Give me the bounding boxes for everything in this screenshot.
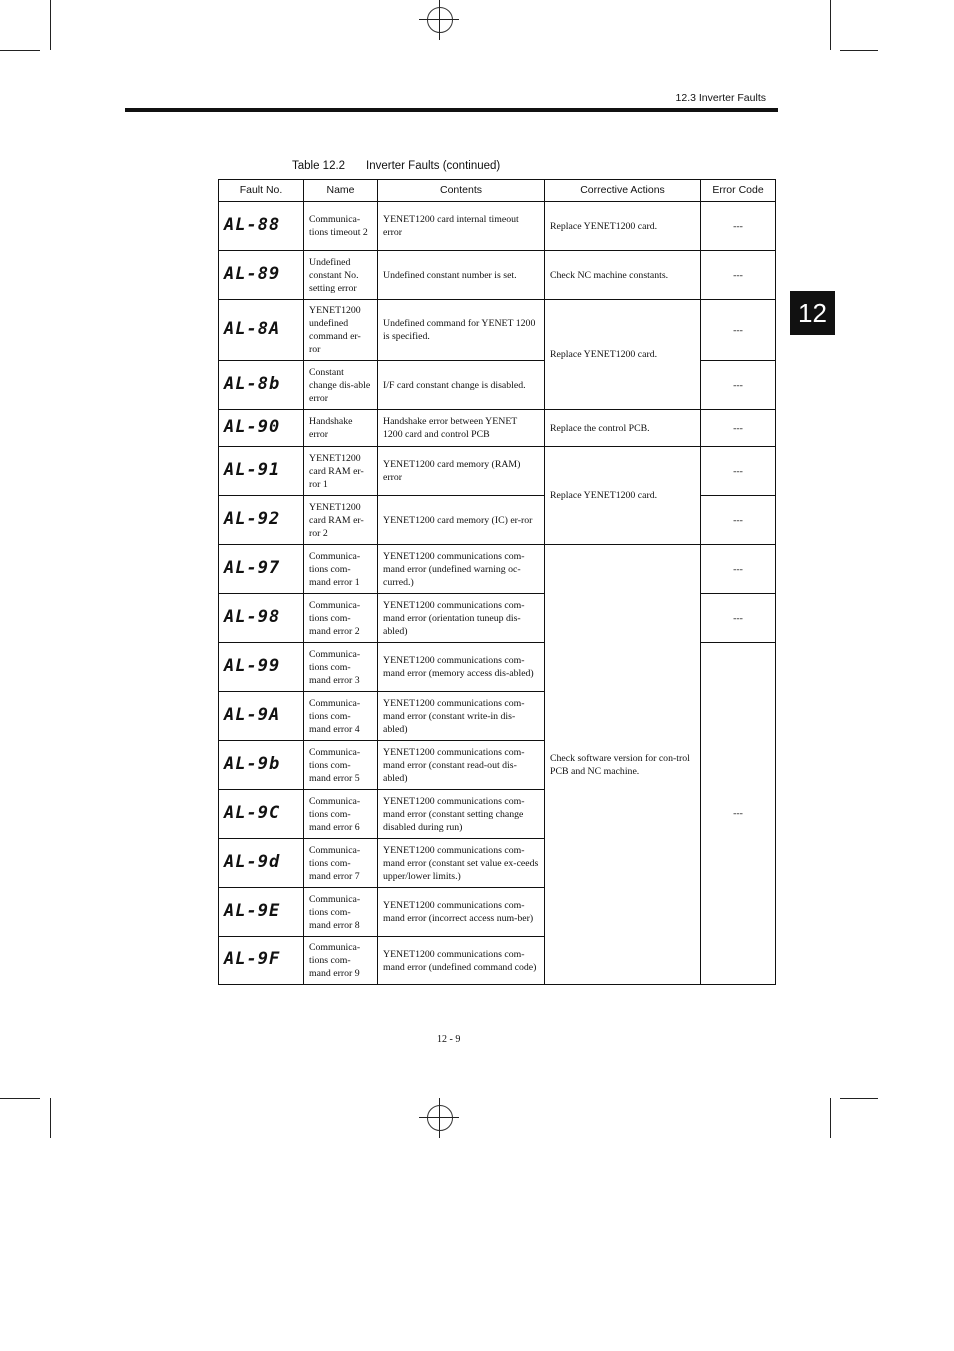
fault-contents: YENET1200 communications com-mand error (orientation tuneup dis-abled)	[378, 594, 545, 643]
fault-contents: YENET1200 communications com-mand error (undefined warning oc-curred.)	[378, 545, 545, 594]
error-code: ---	[701, 545, 776, 594]
corrective-action: Replace YENET1200 card.	[545, 202, 701, 251]
table-row	[219, 545, 776, 594]
column-header: Error Code	[701, 180, 776, 202]
corrective-action: Replace the control PCB.	[545, 410, 701, 447]
fault-name: Communica-tions com-mand error 3	[304, 643, 378, 692]
inverter-faults-table	[218, 179, 776, 985]
fault-code-display: AL-89	[224, 263, 281, 284]
column-header: Fault No.	[219, 180, 304, 202]
chapter-tab: 12	[790, 291, 835, 335]
table-row	[219, 447, 776, 496]
table-title: Inverter Faults (continued)	[366, 160, 501, 172]
error-code: ---	[701, 361, 776, 410]
fault-code-display: AL-88	[224, 214, 281, 235]
fault-name: YENET1200 undefined command er-ror	[304, 300, 378, 361]
registration-mark-icon	[427, 7, 453, 33]
crop-mark	[830, 0, 831, 50]
fault-code-display: AL-9A	[224, 704, 281, 725]
fault-name: Constant change dis-able error	[304, 361, 378, 410]
fault-contents: YENET1200 card internal timeout error	[378, 202, 545, 251]
fault-name: Communica-tions com-mand error 5	[304, 741, 378, 790]
fault-contents: YENET1200 communications com-mand error (constant write-in dis-abled)	[378, 692, 545, 741]
error-code: ---	[701, 447, 776, 496]
fault-name: Communica-tions timeout 2	[304, 202, 378, 251]
crop-mark	[840, 50, 878, 51]
fault-code-display: AL-9b	[224, 753, 281, 774]
error-code: ---	[701, 594, 776, 643]
fault-contents: Undefined constant number is set.	[378, 251, 545, 300]
fault-name: Undefined constant No. setting error	[304, 251, 378, 300]
corrective-action: Replace YENET1200 card.	[545, 300, 701, 410]
page-number: 12 - 9	[437, 1034, 461, 1045]
fault-code-display: AL-9d	[224, 851, 281, 872]
table-header-row	[219, 180, 776, 202]
fault-name: YENET1200 card RAM er-ror 2	[304, 496, 378, 545]
fault-code-display: AL-90	[224, 416, 281, 437]
registration-mark-icon	[427, 1105, 453, 1131]
fault-contents: Handshake error between YENET 1200 card and control PCB	[378, 410, 545, 447]
fault-code-display: AL-92	[224, 508, 281, 529]
error-code: ---	[701, 410, 776, 447]
table-row	[219, 202, 776, 251]
fault-contents: YENET1200 communications com-mand error (constant read-out dis-abled)	[378, 741, 545, 790]
fault-name: Communica-tions com-mand error 2	[304, 594, 378, 643]
header-rule	[125, 108, 778, 112]
crop-mark	[830, 1098, 831, 1138]
crop-mark	[50, 0, 51, 50]
error-code: ---	[701, 251, 776, 300]
column-header: Name	[304, 180, 378, 202]
error-code: ---	[701, 300, 776, 361]
registration-mark-icon	[439, 0, 440, 40]
fault-name: Communica-tions com-mand error 9	[304, 937, 378, 985]
fault-name: Communica-tions com-mand error 4	[304, 692, 378, 741]
fault-name: Communica-tions com-mand error 8	[304, 888, 378, 937]
crop-mark	[0, 1098, 40, 1099]
column-header: Contents	[378, 180, 545, 202]
error-code: ---	[701, 496, 776, 545]
fault-name: Communica-tions com-mand error 7	[304, 839, 378, 888]
fault-code-display: AL-9E	[224, 900, 281, 921]
fault-name: YENET1200 card RAM er-ror 1	[304, 447, 378, 496]
table-number: Table 12.2	[292, 160, 346, 172]
fault-contents: YENET1200 communications com-mand error (constant setting change disabled during run)	[378, 790, 545, 839]
fault-contents: YENET1200 communications com-mand error (constant set value ex-ceeds upper/lower limits.)	[378, 839, 545, 888]
registration-mark-icon	[439, 1098, 440, 1138]
fault-name: Handshake error	[304, 410, 378, 447]
table-caption	[292, 160, 500, 172]
column-header: Corrective Actions	[545, 180, 701, 202]
fault-name: Communica-tions com-mand error 6	[304, 790, 378, 839]
fault-code-display: AL-99	[224, 655, 281, 676]
section-header: 12.3 Inverter Faults	[675, 92, 766, 104]
crop-mark	[840, 1098, 878, 1099]
fault-name: Communica-tions com-mand error 1	[304, 545, 378, 594]
fault-code-display: AL-9C	[224, 802, 281, 823]
table-row	[219, 410, 776, 447]
registration-mark-icon	[419, 1117, 459, 1118]
corrective-action: Check software version for con-trol PCB and NC machine.	[545, 545, 701, 985]
fault-contents: I/F card constant change is disabled.	[378, 361, 545, 410]
error-code: ---	[701, 202, 776, 251]
fault-code-display: AL-8b	[224, 373, 281, 394]
fault-code-display: AL-97	[224, 557, 281, 578]
fault-contents: YENET1200 communications com-mand error (incorrect access num-ber)	[378, 888, 545, 937]
fault-contents: YENET1200 card memory (RAM) error	[378, 447, 545, 496]
fault-code-display: AL-8A	[224, 318, 281, 339]
registration-mark-icon	[419, 19, 459, 20]
error-code: ---	[701, 643, 776, 985]
fault-code-display: AL-98	[224, 606, 281, 627]
fault-contents: YENET1200 card memory (IC) er-ror	[378, 496, 545, 545]
fault-contents: Undefined command for YENET 1200 is specified.	[378, 300, 545, 361]
fault-contents: YENET1200 communications com-mand error (memory access dis-abled)	[378, 643, 545, 692]
crop-mark	[0, 50, 40, 51]
table-row	[219, 300, 776, 361]
corrective-action: Replace YENET1200 card.	[545, 447, 701, 545]
corrective-action: Check NC machine constants.	[545, 251, 701, 300]
fault-code-display: AL-9F	[224, 949, 281, 969]
crop-mark	[50, 1098, 51, 1138]
fault-contents: YENET1200 communications com-mand error (undefined command code)	[378, 937, 545, 985]
table-row	[219, 251, 776, 300]
fault-code-display: AL-91	[224, 459, 281, 480]
